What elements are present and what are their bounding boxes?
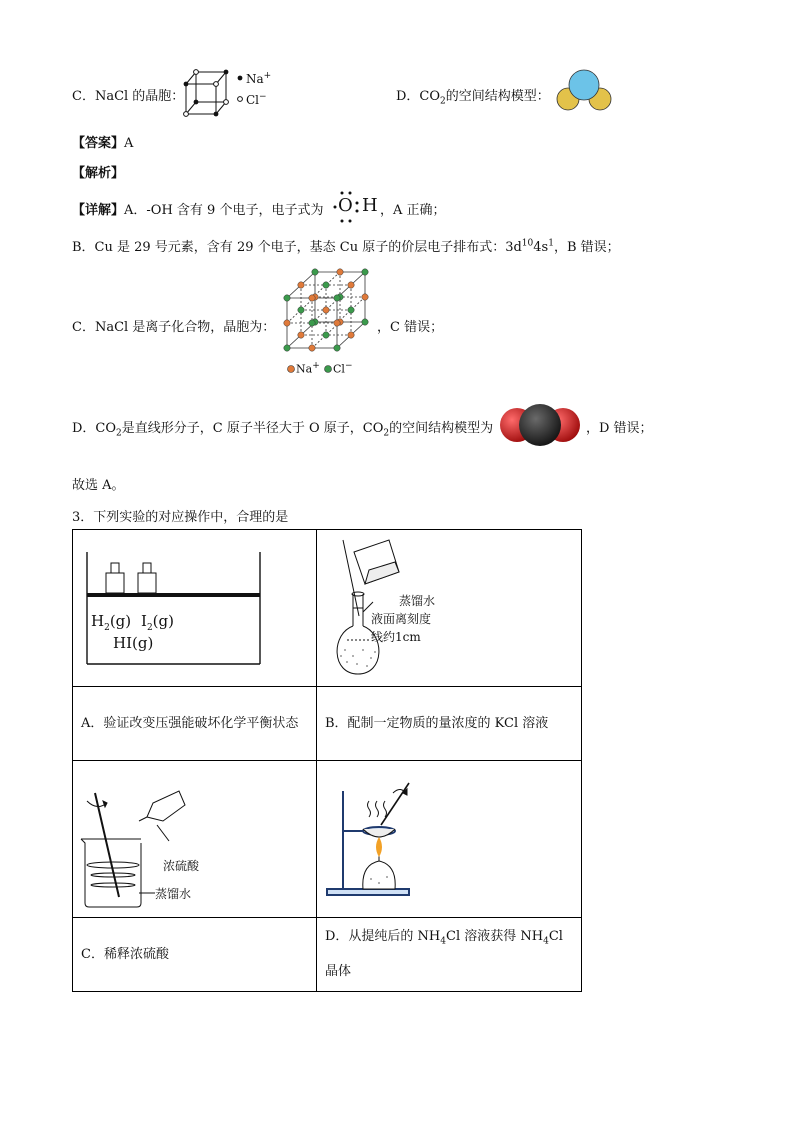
large-nacl-cell-diagram <box>281 266 377 358</box>
na-ion <box>309 295 315 301</box>
option-d-text: D．$CO_2$的空间结构模型： <box>396 89 550 107</box>
label-distilled-water: 蒸馏水 <box>399 594 436 608</box>
cell-option-a: A．验证改变压强能破坏化学平衡状态 <box>73 687 317 761</box>
small-legend-na: Na+ <box>246 71 272 86</box>
large-legend-cl-dot <box>323 364 333 374</box>
answer-line: 【答案】A <box>72 136 134 151</box>
cl-ion <box>334 295 340 301</box>
cl-ion <box>298 307 304 313</box>
cell-a-image <box>73 530 317 687</box>
detail-d-tail: ，D 错误； <box>586 421 653 436</box>
cl-ion <box>284 345 290 351</box>
cl-ion <box>362 269 368 275</box>
cell-d-image <box>317 761 582 918</box>
analysis-label: 【解析】 <box>72 166 125 181</box>
label-h2: $H_2(g)$ <box>91 612 132 633</box>
na-ion <box>362 294 368 300</box>
large-legend-na: Na+ <box>296 361 320 376</box>
na-ion <box>298 332 304 338</box>
electron-formula-h: H <box>362 195 378 216</box>
cl-ion <box>323 282 329 288</box>
label-i2: $I_2(g)$ <box>141 612 174 633</box>
cell-c-image <box>73 761 317 918</box>
detail-d-line: D．$CO_2$是直线形分子，C 原子半径大于 O 原子，$CO_2$的空间结构模型为 <box>72 421 494 439</box>
evaporation-setup-diagram <box>317 761 581 917</box>
na-ion <box>348 282 354 288</box>
label-hi: HI(g) <box>113 634 154 652</box>
question-3-table <box>72 529 582 992</box>
cell-option-b: B．配制一定物质的量浓度的 KCl 溶液 <box>317 687 582 761</box>
co2-space-filling-model <box>500 400 580 450</box>
cl-ion <box>362 319 368 325</box>
detail-a-tail: ，A 正确； <box>380 203 446 218</box>
cell-b-image <box>317 530 582 687</box>
na-ion <box>284 320 290 326</box>
small-nacl-cell-diagram <box>180 68 290 120</box>
cl-ion <box>284 295 290 301</box>
detail-c-tail: ，C 错误； <box>377 320 444 335</box>
leader-line-water <box>139 891 155 895</box>
cl-ion <box>348 307 354 313</box>
cl-ion <box>312 269 318 275</box>
detail-b-line: B．Cu 是 29 号元素，含有 29 个电子，基态 Cu 原子的价层电子排布式：$3d^{10}4s^1$，B 错误； <box>72 238 620 255</box>
label-distilled-water-c: 蒸馏水 <box>155 887 192 901</box>
cell-option-d: D．从提纯后的 $NH_4Cl$ 溶液获得 $NH_4Cl$ 晶体 <box>317 918 582 992</box>
cl-ion <box>323 332 329 338</box>
detail-a-line: 【详解】A．-OH 含有 9 个电子，电子式为 <box>72 203 324 218</box>
option-c-text: C．NaCl 的晶胞： <box>72 89 185 104</box>
detail-c-line: C．NaCl 是离子化合物，晶胞为： <box>72 320 276 335</box>
na-ion <box>309 345 315 351</box>
na-ion <box>298 282 304 288</box>
electron-formula-o: O <box>338 195 353 216</box>
dilution-beaker-diagram <box>73 761 316 917</box>
label-level-distance: 液面离刻度 <box>371 612 432 626</box>
pressure-container-diagram <box>73 530 316 686</box>
na-ion <box>334 320 340 326</box>
conclusion: 故选 A。 <box>72 478 125 493</box>
cell-option-c: C．稀释浓硫酸 <box>73 918 317 992</box>
na-ion <box>337 269 343 275</box>
small-legend-cl: Cl− <box>246 92 267 107</box>
cl-ion <box>309 320 315 326</box>
na-ion <box>323 307 329 313</box>
bent-molecule-model <box>556 68 612 114</box>
na-ion <box>348 332 354 338</box>
label-about-1cm: 线约1cm <box>371 630 421 644</box>
label-conc-h2so4: 浓硫酸 <box>163 859 200 873</box>
cl-ion <box>334 345 340 351</box>
volumetric-flask-diagram <box>317 530 581 686</box>
large-legend-na-dot <box>286 364 296 374</box>
large-legend-cl: Cl− <box>333 361 353 376</box>
question-3-stem: 3．下列实验的对应操作中，合理的是 <box>72 510 289 525</box>
